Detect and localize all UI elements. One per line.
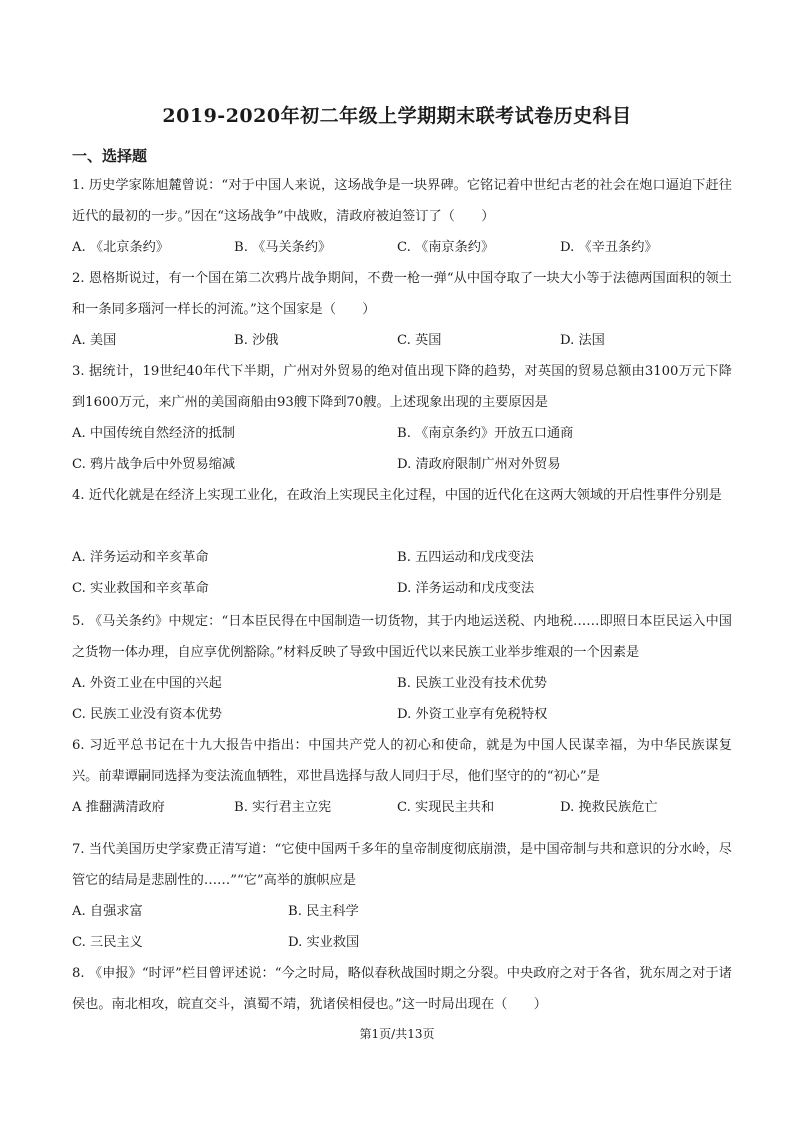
question-1-stem: 1. 历史学家陈旭麓曾说：“对于中国人来说，这场战争是一块界碑。它铭记着中世纪古老的社会在炮口逼迫下赶往近代的最初的一步。”因在“这场战争”中战败，清政府被迫签订了（ ）	[72, 178, 732, 224]
option-c: C. 民族工业没有资本优势	[72, 707, 222, 722]
question-6-stem: 6. 习近平总书记在十九大报告中指出：中国共产党人的初心和使命，就是为中国人民谋幸福，为中华民族谋复兴。前辈谭嗣同选择为变法流血牺牲，邓世昌选择与敌人同归于尽，他们坚守的的“初心”是	[72, 738, 732, 784]
question-2-options	[72, 325, 732, 356]
question-3-stem: 3. 据统计，19世纪40年代下半期，广州对外贸易的绝对值出现下降的趋势，对英国的贸易总额由3100万元下降到1600万元，来广州的美国商船由93艘下降到70艘。上述现象出现的主要原因是	[72, 364, 732, 410]
option-b: B. 沙俄	[234, 333, 279, 348]
option-d: D. 实业救国	[288, 935, 360, 950]
option-c: C. 实业救国和辛亥革命	[72, 581, 209, 596]
question-7-stem: 7. 当代美国历史学家费正清写道：“它使中国两千多年的皇帝制度彻底崩溃，是中国帝制与共和意识的分水岭，尽管它的结局是悲剧性的……”“它”高举的旗帜应是	[72, 842, 732, 888]
question-1-options	[72, 232, 732, 263]
question-2-stem: 2. 恩格斯说过，有一个国在第二次鸦片战争期间，不费一枪一弹“从中国夺取了一块大小等于法德两国面积的领土和一条同多瑙河一样长的河流。”这个国家是（ ）	[72, 271, 732, 317]
option-a: A. 洋务运动和辛亥革命	[72, 550, 209, 565]
option-b: B. 五四运动和戊戌变法	[397, 550, 534, 565]
option-c: C. 三民主义	[72, 935, 143, 950]
page-title: 2019-2020年初二年级上学期期末联考试卷历史科目	[162, 105, 632, 127]
question-4-options-row1	[72, 542, 732, 573]
option-d: D. 外资工业享有免税特权	[397, 707, 548, 722]
option-b: B. 实行君主立宪	[234, 800, 332, 815]
option-d: D. 清政府限制广州对外贸易	[397, 457, 561, 472]
question-4-stem: 4. 近代化就是在经济上实现工业化，在政治上实现民主化过程，中国的近代化在这两大领域的开启性事件分别是	[72, 488, 722, 503]
question-5-options-row2	[72, 699, 732, 730]
option-b: B. 《马关条约》	[234, 240, 332, 255]
question-6-options	[72, 792, 732, 823]
option-b: B. 民族工业没有技术优势	[397, 676, 547, 691]
question-8-stem: 8. 《申报》“时评”栏目曾评述说：“今之时局，略似春秋战国时期之分裂。中央政府之对于各省，犹东周之对于诸侯也。南北相攻，皖直交斗，滇蜀不靖，犹诸侯相侵也。”这一时局出现在（ ）	[72, 966, 732, 1012]
question-5-options-row1	[72, 668, 732, 699]
page-number: 第1页/共13页	[359, 1027, 435, 1041]
question-3-options-row2	[72, 449, 732, 480]
option-a: A. 中国传统自然经济的抵制	[72, 426, 235, 441]
question-4-options-row2	[72, 573, 732, 604]
option-d: D. 《辛丑条约》	[560, 240, 658, 255]
option-a: A. 美国	[72, 333, 117, 348]
option-c: C. 《南京条约》	[397, 240, 495, 255]
question-7-options-row2	[72, 927, 732, 958]
section-heading: 一、选择题	[72, 147, 148, 165]
option-c: C. 英国	[397, 333, 442, 348]
option-d: D. 洋务运动和戊戌变法	[397, 581, 535, 596]
option-d: D. 法国	[560, 333, 605, 348]
question-5-stem: 5. 《马关条约》中规定：“日本臣民得在中国制造一切货物，其于内地运送税、内地税……即照日本臣民运入中国之货物一体办理，自应享优例豁除。”材料反映了导致中国近代以来民族工业举步维艰的一个因素是	[72, 614, 732, 660]
question-3-options-row1	[72, 418, 732, 449]
option-a: A 推翻满清政府	[72, 800, 165, 815]
option-b: B. 《南京条约》开放五口通商	[397, 426, 574, 441]
option-b: B. 民主科学	[288, 904, 359, 919]
option-d: D. 挽救民族危亡	[560, 800, 658, 815]
option-a: A. 外资工业在中国的兴起	[72, 676, 222, 691]
option-c: C. 鸦片战争后中外贸易缩减	[72, 457, 236, 472]
option-a: A. 自强求富	[72, 904, 143, 919]
question-7-options-row1	[72, 896, 732, 927]
option-c: C. 实现民主共和	[397, 800, 495, 815]
option-a: A. 《北京条约》	[72, 240, 170, 255]
